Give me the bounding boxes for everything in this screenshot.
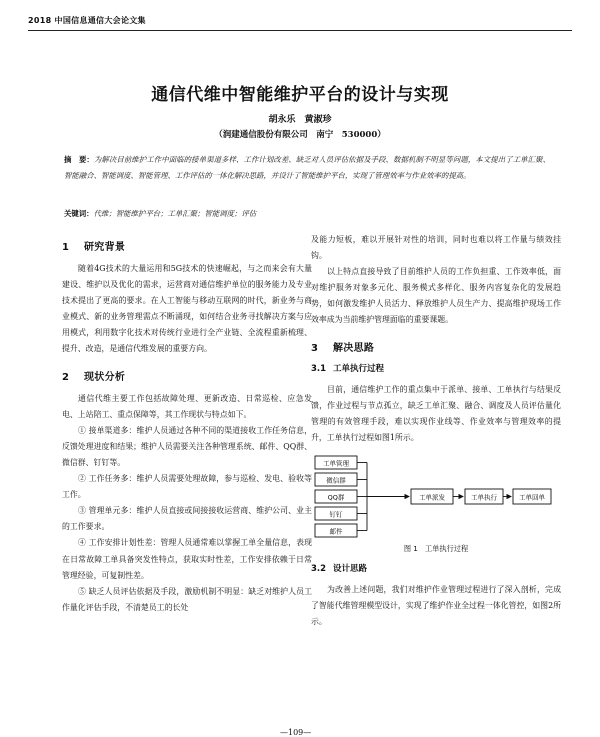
process-step-box (513, 489, 551, 504)
paper-authors: 胡永乐 黄淑珍 (268, 115, 332, 125)
header-divider (28, 30, 572, 31)
process-step-box (411, 489, 453, 504)
list-item: ④ 工作安排计划性差：管理人员通常难以掌握工单全量信息，表现在日常故障工单具备突发性特点，获取实时性差，工作安排依赖于日常管理经验，可复制性差。 (62, 538, 312, 580)
list-item: ⑤ 缺乏人员评估依据及手段，激励机制不明显：缺乏对维护人员工作量化评估手段，不清楚员工的长处 (62, 586, 312, 612)
right-column (311, 232, 561, 630)
paragraph: 为改善上述问题，我们对维护作业管理过程进行了深入剖析，完成了智能代维管理模型设计，实现了维护作业全过程一体化管控，如图2所示。 (311, 584, 561, 627)
subsection-title: 设计思路 (333, 563, 368, 574)
source-box (315, 507, 357, 520)
section-heading (311, 339, 561, 354)
step-label: 工单回单 (519, 493, 545, 502)
source-box (315, 456, 357, 469)
step-label: 工单派发 (419, 493, 445, 502)
source-label: 工单管理 (323, 459, 349, 468)
list-item: ② 工作任务多：维护人员需要处理故障，参与巡检、发电、验收等工作。 (62, 474, 312, 500)
subsection-number: 3.1 (311, 363, 327, 374)
paragraph: 以上特点直接导致了目前维护人员的工作负担重、工作效率低，面对维护服务对象多元化、服务模式多样化、服务内容复杂化的发展趋势，如何激发维护人员活力、释放维护人员生产力、提高维护现场工作效率成为当前维护管理面临的重要课题。 (311, 267, 561, 325)
left-column (62, 232, 312, 616)
section-heading (62, 368, 312, 383)
abstract-text: 为解决目前维护工作中面临的接单渠道多样、工作计划改差、缺乏对人员评估依据及手段、数据机制不明显等问题，本文提出了工单汇聚、智能融合、智能调度、智能管理、工作评估的一体化解决思路，并设计了智能维护平台，实现了管理效率与作业效率的提高。 (64, 155, 550, 180)
keywords (64, 207, 550, 221)
section-number: 1 (62, 242, 70, 253)
source-label: 钉钉 (329, 510, 343, 519)
figure-work-order-process (313, 454, 553, 540)
abstract (64, 152, 550, 184)
list-item: ③ 管理单元多：维护人员直接或间接接收运营商、维护公司、业主的工作要求。 (62, 506, 312, 532)
section-number: 2 (62, 371, 70, 383)
section-title: 研究背景 (84, 242, 126, 253)
paper-title: 通信代维中智能维护平台的设计与实现 (151, 85, 449, 105)
source-label: QQ群 (327, 493, 345, 502)
subsection-title: 工单执行过程 (333, 363, 385, 374)
paper-affiliation: （润建通信股份有限公司 南宁 530000） (214, 130, 386, 140)
section-title: 解决思路 (333, 342, 375, 354)
list-item: ① 接单渠道多：维护人员通过各种不同的渠道接收工作任务信息，反馈处理进度和结果；维护人员需要关注各种管理系统、邮件、QQ群、微信群、钉钉等。 (62, 425, 312, 467)
flow-diagram (313, 454, 553, 540)
step-label: 工单执行 (471, 493, 497, 502)
paragraph: 及能力短板，难以开展针对性的培训，同时也难以将工作量与绩效挂钩。 (311, 235, 561, 261)
keywords-text: 代维；智能维护平台；工单汇聚；智能调度；评估 (93, 209, 257, 218)
connector-lines (357, 462, 367, 530)
section-number: 3 (311, 342, 319, 354)
source-box (315, 490, 357, 503)
figure-caption: 图 1 工单执行过程 (403, 543, 469, 553)
subsection-heading (311, 362, 561, 374)
page-number: —109— (280, 728, 312, 737)
subsection-number: 3.2 (311, 563, 327, 574)
keywords-label: 关键词： (64, 209, 94, 218)
source-box (315, 524, 357, 537)
section-title: 现状分析 (84, 371, 126, 383)
running-header: 2018 中国信息通信大会论文集 (28, 16, 146, 25)
paragraph: 通信代维主要工作包括故障处理、更新改造、日常巡检、应急发电、上站陪工、重点保障等，其工作现状与特点如下。 (62, 393, 312, 419)
subsection-heading (311, 562, 561, 574)
source-label: 微信群 (326, 476, 346, 485)
paragraph: 目前，通信维护工作的重点集中于派单、接单、工单执行与结果反馈，作业过程与节点孤立，缺乏工单汇聚、融合、调度及人员评估量化管理的有效管理手段，难以实现作业线等、作业效率与管理效率的提升，工单执行过程如图1所示。 (311, 384, 561, 442)
source-box (315, 473, 357, 486)
section-heading (62, 238, 312, 253)
source-label: 邮件 (329, 527, 343, 536)
process-step-box (465, 489, 503, 504)
abstract-label: 摘 要： (64, 155, 94, 164)
paragraph: 随着4G技术的大量运用和5G技术的快速崛起，与之而来会有大量建设、维护以及优化的需求，运营商对通信维护单位的服务能力及专业技术提出了更高的要求。在人工智能与移动互联网的时代，新业务与商业模式、新的业务管理需点不断涌现，如何结合业务寻找解决方案与应用模式，利用数字化技术对传统行业进行全产业链、全流程重新梳理、提升、改造，是通信代维发展的重要方向。 (62, 264, 312, 354)
